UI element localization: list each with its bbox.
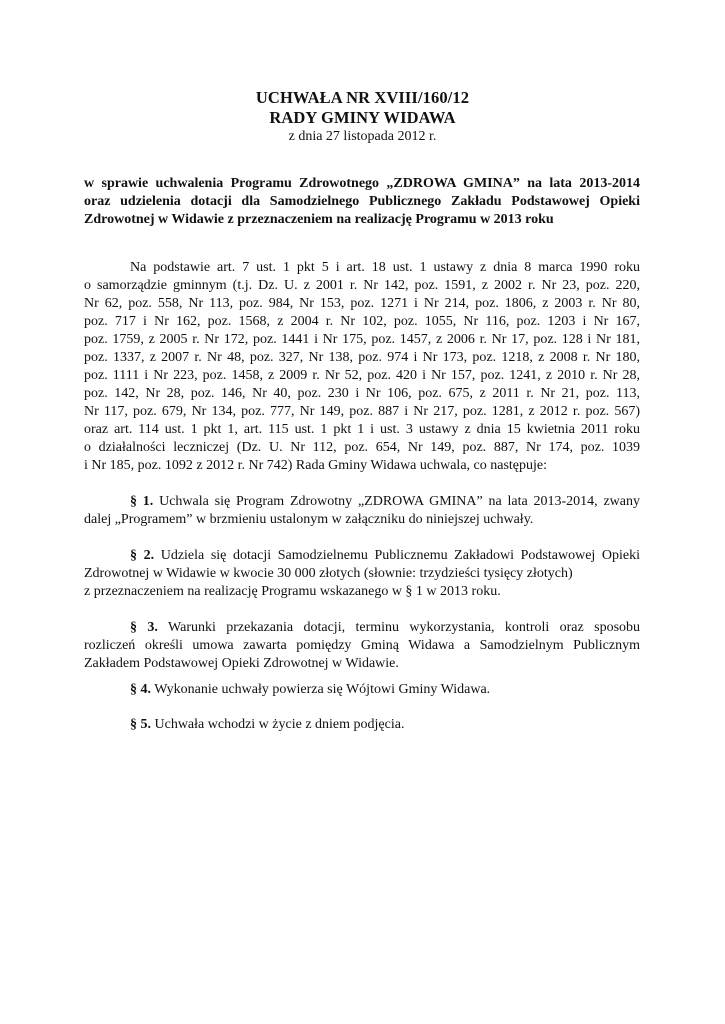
section-1-line (84, 493, 640, 511)
legal-basis-line: oraz art. 114 ust. 1 pkt 1, art. 115 ust. 1 pkt 1 i ust. 3 ustawy z dnia 15 kwietnia 2011 roku (84, 422, 640, 437)
resolution-date: z dnia 27 listopada 2012 r. (288, 129, 437, 144)
section-1-mark: § 1. (130, 494, 154, 509)
legal-basis-line: Na podstawie art. 7 ust. 1 pkt 5 i art. 18 ust. 1 ustawy z dnia 8 marca 1990 roku (130, 260, 640, 275)
section-5 (84, 716, 640, 734)
resolution-subject (84, 175, 640, 229)
section-1-text: Uchwala się Program Zdrowotny „ZDROWA GMINA” na lata 2013-2014, zwany (159, 494, 641, 509)
legal-basis (84, 259, 640, 475)
legal-basis-line: poz. 717 i Nr 162, poz. 1568, z 2004 r. Nr 102, poz. 1055, Nr 116, poz. 1203 i Nr 167, (84, 314, 640, 329)
subject-line: w sprawie uchwalenia Programu Zdrowotnego „ZDROWA GMINA” na lata 2013-2014 (84, 176, 640, 191)
section-2-line: z przeznaczeniem na realizację Programu wskazanego w § 1 w 2013 roku. (84, 584, 501, 599)
section-1-line: dalej „Programem” w brzmieniu ustalonym w załączniku do niniejszej uchwały. (84, 512, 534, 527)
section-3-text: Warunki przekazania dotacji, terminu wykorzystania, kontroli oraz sposobu (168, 620, 641, 635)
section-3-line (84, 619, 640, 637)
issuing-body: RADY GMINY WIDAWA (269, 108, 456, 127)
section-3-line: Zakładem Podstawowej Opieki Zdrowotnej w Widawie. (84, 656, 399, 671)
section-4-text: Wykonanie uchwały powierza się Wójtowi Gminy Widawa. (154, 682, 491, 697)
legal-basis-line: poz. 142, Nr 28, poz. 146, Nr 40, poz. 230 i Nr 106, poz. 675, z 2011 r. Nr 21, poz. 113, (84, 386, 640, 401)
section-3-line: rozliczeń określi umowa zawarta pomiędzy Gminą Widawa a Samodzielnym Publicznym (84, 638, 640, 653)
section-2-line (84, 547, 640, 565)
subject-line: Zdrowotnej w Widawie z przeznaczeniem na realizację Programu w 2013 roku (84, 212, 554, 227)
section-4 (84, 681, 640, 699)
legal-basis-line: i Nr 185, poz. 1092 z 2012 r. Nr 742) Rada Gminy Widawa uchwala, co następuje: (84, 458, 548, 473)
legal-basis-line: Nr 62, poz. 558, Nr 113, poz. 984, Nr 153, poz. 1271 i Nr 214, poz. 1806, z 2003 r. Nr 80, (84, 296, 640, 311)
section-2-text: Udziela się dotacji Samodzielnemu Publicznemu Zakładowi Podstawowej Opieki (160, 548, 641, 563)
section-5-mark: § 5. (130, 717, 151, 732)
section-5-text: Uchwała wchodzi w życie z dniem podjęcia. (154, 717, 405, 732)
legal-basis-line: poz. 1337, z 2007 r. Nr 48, poz. 327, Nr 138, poz. 974 i Nr 173, poz. 1218, z 2008 r. Nr 180, (84, 350, 640, 365)
legal-basis-line: o samorządzie gminnym (t.j. Dz. U. z 2001 r. Nr 142, poz. 1591, z 2002 r. Nr 23, poz. 220, (84, 278, 640, 293)
section-2-mark: § 2. (130, 548, 155, 563)
section-4-line (84, 681, 640, 699)
section-2 (84, 547, 640, 601)
section-2-line: Zdrowotnej w Widawie w kwocie 30 000 złotych (słownie: trzydzieści tysięcy złotych) (84, 566, 573, 581)
section-3-mark: § 3. (130, 620, 158, 635)
section-1 (84, 493, 640, 529)
legal-basis-line: o działalności leczniczej (Dz. U. Nr 112, poz. 654, Nr 149, poz. 887, Nr 174, poz. 1039 (84, 440, 640, 455)
section-5-line (84, 716, 640, 734)
legal-basis-line: Nr 117, poz. 679, Nr 134, poz. 777, Nr 149, poz. 887 i Nr 217, poz. 1281, z 2012 r. poz. 567) (84, 404, 640, 419)
legal-basis-line: poz. 1759, z 2005 r. Nr 172, poz. 1441 i Nr 175, poz. 1457, z 2006 r. Nr 17, poz. 128 i Nr 181, (84, 332, 640, 347)
legal-basis-line: poz. 1111 i Nr 223, poz. 1458, z 2009 r. Nr 52, poz. 420 i Nr 157, poz. 1241, z 2010 r. Nr 28, (84, 368, 640, 383)
document-header (0, 88, 725, 146)
section-4-mark: § 4. (130, 682, 151, 697)
section-3 (84, 619, 640, 673)
resolution-number: UCHWAŁA NR XVIII/160/12 (255, 88, 470, 107)
subject-line: oraz udzielenia dotacji dla Samodzielnego Publicznego Zakładu Podstawowej Opieki (84, 194, 640, 209)
